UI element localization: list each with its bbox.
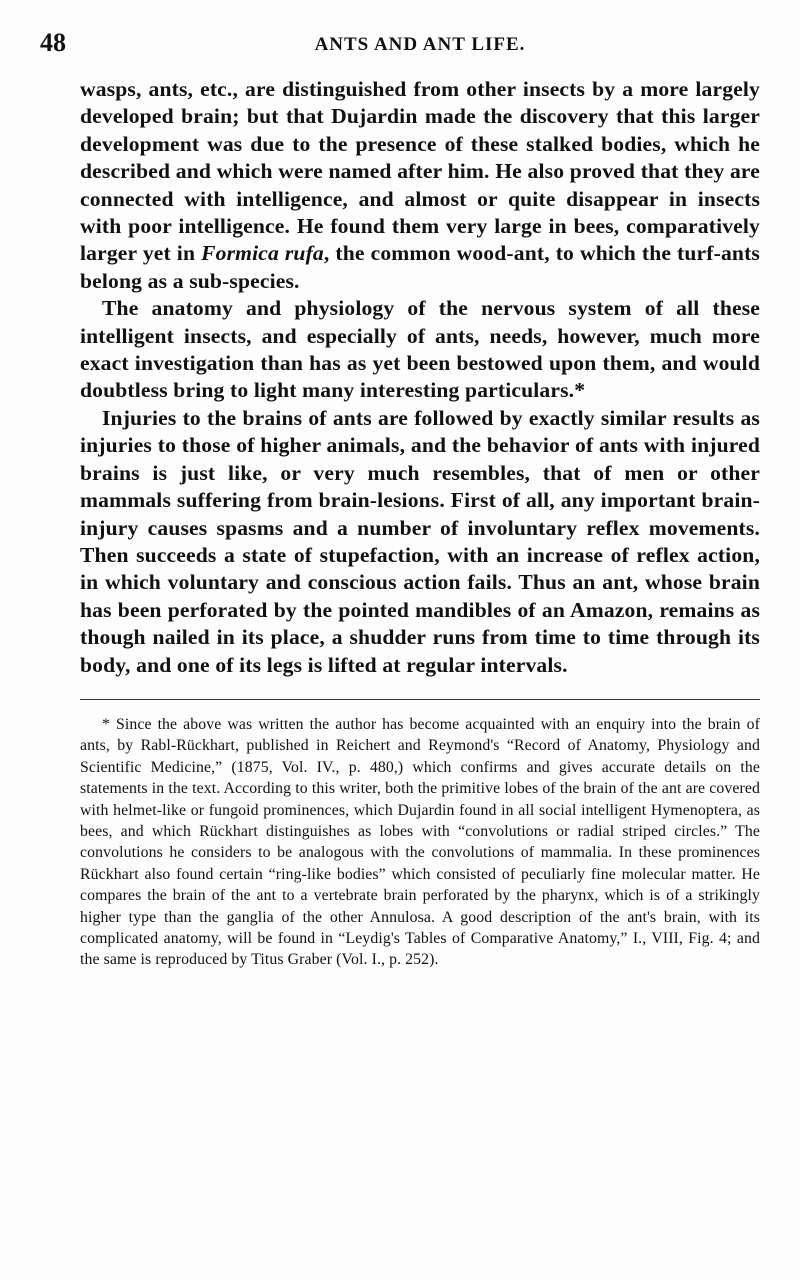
page-header — [40, 28, 760, 68]
footnote-divider — [80, 699, 760, 700]
paragraph-3: Injuries to the brains of ants are followed by exactly similar results as injuries to those of higher animals, and the behavior of ants with injured brains is just like, or very much resembles, that of men or other mammals suffering from brain-lesions. First of all, any important brain-injury causes spasms and a number of involuntary reflex movements. Then succeeds a state of stupefaction, with an increase of reflex action, in which voluntary and conscious action fails. Thus an ant, whose brain has been perforated by the pointed mandibles of an Amazon, remains as though nailed in its place, a shudder runs from time to time through its body, and one of its legs is lifted at regular intervals. — [80, 405, 760, 677]
page-number: 48 — [40, 28, 66, 57]
body-text — [80, 76, 760, 679]
paragraph-1-part-b: , the common wood-ant, to which the turf-ants belong as a sub-species. — [80, 241, 760, 293]
running-head: ANTS AND ANT LIFE. — [314, 34, 526, 55]
book-page — [40, 28, 760, 971]
paragraph-2: The anatomy and physiology of the nervous system of all these intelligent insects, and especially of ants, needs, however, much more exact investigation than has as yet been bestowed upon them, and would doubtless bring to light many interesting particulars.* — [80, 296, 760, 403]
footnote-text: * Since the above was written the author has become acquainted with an enquiry into the brain of ants, by Rabl-Rückhart, published in Reichert and Reymond's “Record of Anatomy, Physiology and Scientific Medicine,” (1875, Vol. IV., p. 480,) which confirms and gives accurate details on the statements in the text. According to this writer, both the primitive lobes of the brain of the ant are covered with helmet-like or fungoid prominences, which Dujardin found in all social intelligent Hymenoptera, as bees, and which Rückhart distinguishes as lobes with “convolutions or radial striped circles.” The convolutions he considers to be analogous with the convolutions of mammalia. In these prominences Rückhart also found certain “ring-like bodies” which consisted of peculiarly fine molecular matter. He compares the brain of the ant to a vertebrate brain perforated by the pharynx, which is of a strikingly higher type than the ganglia of the other Annulosa. A good description of the ant's brain, with its complicated anatomy, will be found in “Leydig's Tables of Comparative Anatomy,” I., VIII, Fig. 4; and the same is reproduced by Titus Graber (Vol. I., p. 252). — [80, 715, 760, 969]
species-name-italic: Formica rufa — [201, 241, 324, 266]
paragraph-1-part-a: wasps, ants, etc., are distinguished from other insects by a more largely developed brain; but that Dujardin made the discovery that this larger development was due to the presence of these stalked bodies, which he described and which were named after him. He also proved that they are connected with intelligence, and almost or quite disappear in insects with poor intelligence. He found them very large in bees, comparatively larger yet in — [80, 77, 760, 266]
paragraph-1 — [80, 76, 760, 295]
footnote — [80, 714, 760, 971]
